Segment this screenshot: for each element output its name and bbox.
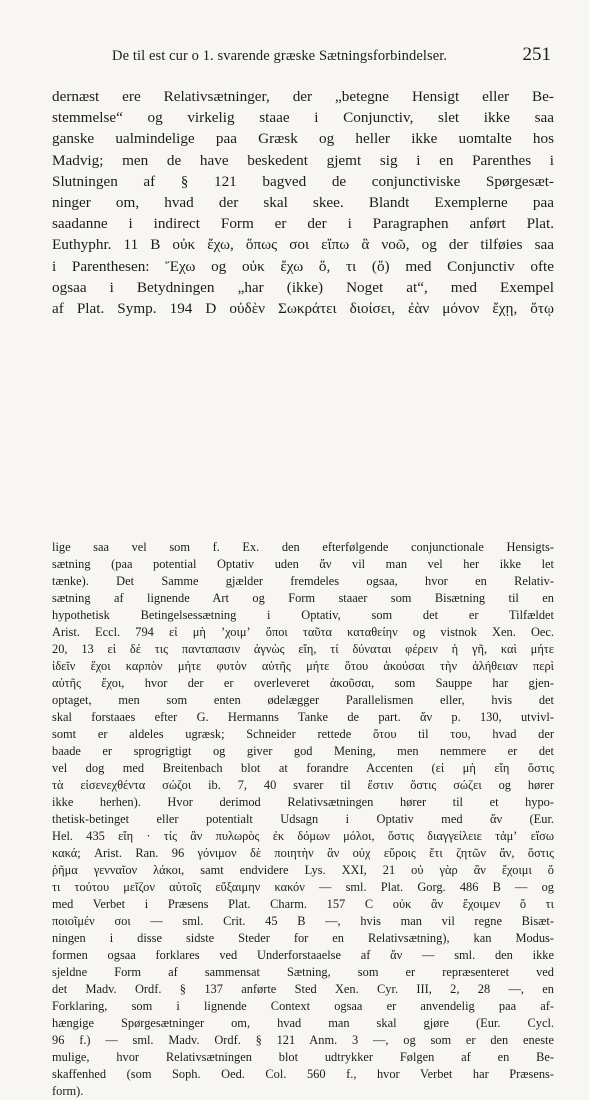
page-header <box>0 44 589 74</box>
main-line: i Parenthesen: Ἔχω og οὐκ ἔχω ὅ, τι (ὅ) med Conjunctiv ofte <box>52 257 554 275</box>
main-line: ninger om, hvad der skal skee. Blandt Exemplerne paa <box>52 194 554 212</box>
main-line: Euthyphr. 11 B οὐκ ἔχω, ὅπως σοι εἴπω ἃ νοῶ, og der tilføies saa <box>52 236 554 254</box>
footnote-line: ἰδεῖν ἔχοι καρπὸν μήτε φυτὸν αὐτῆς μήτε ὅτου ἀκούσαι τὴν ἀλήθειαν περὶ <box>52 659 554 673</box>
footnote-line: thetisk-betinget eller potentialt Udsagn i Optativ med ἄν (Eur. <box>52 812 554 826</box>
footnote-line: ningen i disse sidste Steder for en Relativsætning), kan Modus- <box>52 931 554 945</box>
footnote-line: hypothetisk Betingelsessætning i Optativ, som det er Tilfældet <box>52 608 554 622</box>
footnote-line: somt er aldeles ugræsk; Schneider rettede ὅτου til του, hvad der <box>52 727 554 741</box>
footnote-line: τι τούτου μεῖζον αὐτοῖς εὔξαιμην κακόν — sml. Plat. Gorg. 486 B — og <box>52 880 554 894</box>
footnote-line: ποιοῖμέν σοι — sml. Crit. 45 B —, hvis man vil regne Bisæt- <box>52 914 554 928</box>
page-number: 251 <box>522 44 551 65</box>
footnote-line: αὐτῆς ἔχοι, hvor der er overleveret ἀκοῦσαι, som Sauppe har gjen- <box>52 676 554 690</box>
footnote-line: med Verbet i Præsens Plat. Charm. 157 C οὐκ ἂν ἔχοιμεν ὅ τι <box>52 897 554 911</box>
main-line: ogsaa i Betydningen „har (ikke) Noget at“, med Exempel <box>52 278 554 296</box>
footnote-line: τὰ εἰσενεχθέντα σώζοι ib. 7, 40 svarer til ἔστιν ὅστις σώζει og hører <box>52 778 554 792</box>
footnote-line: mulige, hvor Relativsætningen blot udtrykker Følgen af en Be- <box>52 1050 554 1064</box>
footnote-line: form). <box>52 1084 84 1098</box>
footnote-line: Hel. 435 εἴη · τίς ἂν πυλωρὸς ἐκ δόμων μόλοι, ὅστις διαγγείλειε τἀμʼ εἴσω <box>52 829 554 843</box>
footnote-line: ikke herhen). Hvor derimod Relativsætningen hører til et hypo- <box>52 795 554 809</box>
footnote-line: sætning (paa potential Optativ uden ἄν vil man vel her ikke let <box>52 557 554 571</box>
main-line: saadanne i indirect Form er der i Paragraphen anført Plat. <box>52 215 554 233</box>
footnote-line: 96 f.) — sml. Madv. Ordf. § 121 Anm. 3 —, og som er den eneste <box>52 1033 554 1047</box>
main-line: Madvig; men de have beskedent gjemt sig i en Parenthes i <box>52 151 554 169</box>
footnote-line: κακά; Arist. Ran. 96 γόνιμον δὲ ποιητὴν ἂν οὐχ εὕροις ἔτι ζητῶν ἄν, ὅστις <box>52 846 554 860</box>
footnote-line: hængige Spørgesætninger om, hvad man skal gjøre (Eur. Cycl. <box>52 1016 554 1030</box>
footnote-line: ῥῆμα γενναῖον λάκοι, samt endvidere Lys. XXI, 21 οὐ γὰρ ἂν ἔχοιμι ὅ <box>52 863 554 877</box>
footnote-line: formen ogsaa forklares ved Underforstaaelse af ἄν — sml. den ikke <box>52 948 554 962</box>
running-title: De til est cur o 1. svarende græske Sætningsforbindelser. <box>112 48 448 64</box>
main-line: Slutningen af § 121 bagved de conjunctiviske Spørgesæt- <box>52 172 554 190</box>
footnote-line: 20, 13 εἰ δέ τις πανταπασιν ἀγνὼς εἴη, τί δύναται φέρειν ἡ γῆ, καὶ μήτε <box>52 642 554 656</box>
main-line: dernæst ere Relativsætninger, der „betegne Hensigt eller Be- <box>52 88 554 105</box>
footnote-line: skaffenhed (som Soph. Oed. Col. 560 f., hvor Verbet har Præsens- <box>52 1067 554 1081</box>
footnote-line: optaget, men som enten ødelægger Parallelismen eller, hvis det <box>52 693 554 707</box>
main-line: stemmelse“ og virkelig staae i Conjunctiv, slet ikke saa <box>52 109 554 127</box>
footnote-line: tænke). Det Samme gjælder fremdeles ogsaa, hvor en Relativ- <box>52 574 554 588</box>
footnote-line: det Madv. Ordf. § 137 anførte Sted Xen. Cyr. III, 2, 28 —, en <box>52 982 554 996</box>
footnote-line: vel dog med Breitenbach blot at forandre Accenten (εἰ μὴ εἴη ὅστις <box>52 761 554 775</box>
footnote-line: lige saa vel som f. Ex. den efterfølgende conjunctionale Hensigts- <box>52 540 554 554</box>
footnote <box>52 539 554 1100</box>
footnote-line: sjeldne Form af sammensat Sætning, som er repræsenteret ved <box>52 965 554 979</box>
main-line: af Plat. Symp. 194 D οὐδὲν Σωκράτει διοίσει, ἐὰν μόνον ἔχῃ, ὅτῳ <box>52 300 554 318</box>
main-text <box>52 86 554 319</box>
footnote-line: baade er sprogrigtigt og giver god Mening, men nemmere er det <box>52 744 554 758</box>
footnote-line: Forklaring, som i lignende Context ogsaa er anvendelig paa af- <box>52 999 554 1013</box>
footnote-line: sætning af lignende Art og Form staaer som Bisætning til en <box>52 591 554 605</box>
footnote-line: skal forstaaes efter G. Hermanns Tanke de part. ἄν p. 130, utvivl- <box>52 710 554 724</box>
footnote-line: Arist. Eccl. 794 εἰ μὴ ʼχοιμʼ ὅποι ταῦτα καταθείην og vistnok Xen. Oec. <box>52 625 554 639</box>
main-line: ganske ualmindelige paa Græsk og heller ikke uomtalte hos <box>52 130 554 148</box>
